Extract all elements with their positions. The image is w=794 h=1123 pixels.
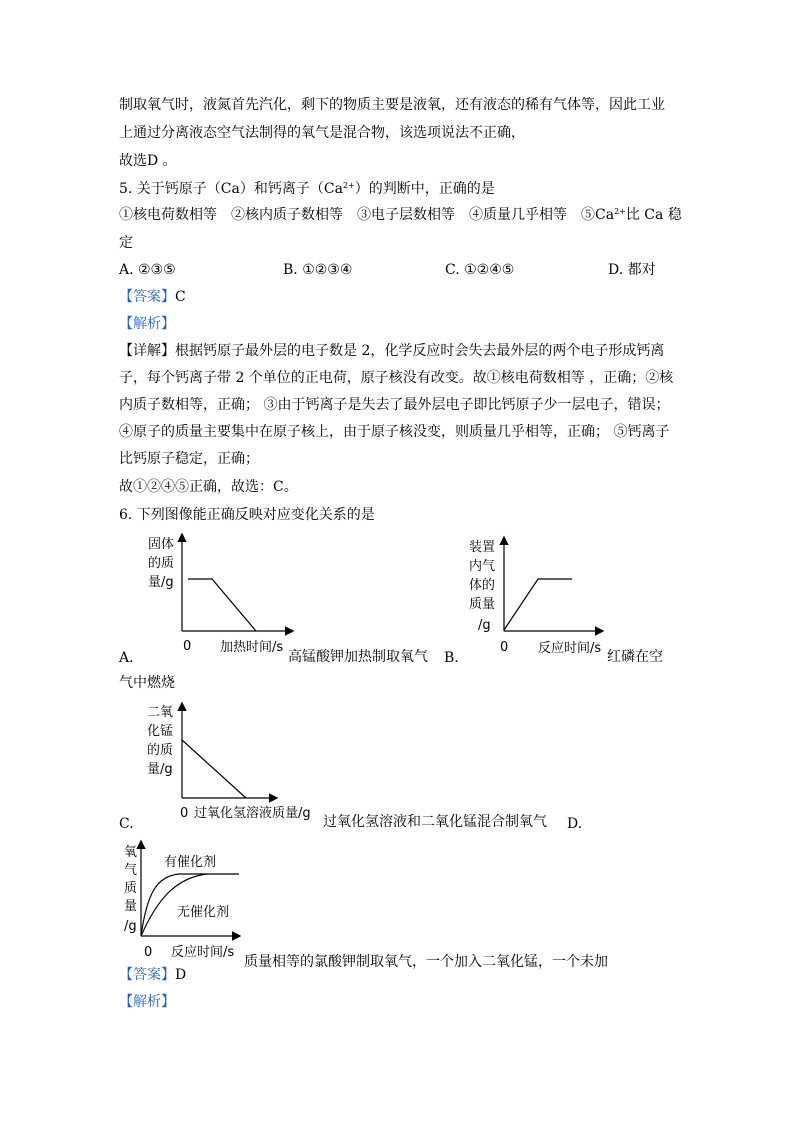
detail-label: 【详解】	[119, 343, 175, 359]
q5-detail-line-2: 子，每个钙离子带 2 个单位的正电荷，原子核没有改变。故①核电荷数相等 ，正确；②核	[119, 370, 674, 386]
graph-c-ylabel-3: 的质	[147, 743, 174, 758]
graph-a-curve	[188, 579, 256, 631]
q6-analysis-label: 【解析】	[119, 994, 175, 1010]
graph-d-ylabel-1: 氧	[124, 845, 138, 860]
graph-a	[140, 530, 300, 655]
q5-detail-line-6: 故①②④⑤正确，故选：C。	[119, 479, 298, 495]
graph-b-letter: B.	[444, 650, 459, 666]
q5-statements	[119, 206, 682, 224]
q5-stem-a: 5. 关于钙原子（Ca）和钙离子（Ca	[119, 181, 343, 197]
graph-c	[142, 700, 342, 825]
q5-statements-cont: 定	[119, 235, 133, 251]
graph-d-curve1-label: 有催化剂	[164, 855, 217, 870]
q5-detail-line-5: 比钙原子稳定，正确；	[119, 451, 259, 467]
graph-c-caption: 过氧化氢溶液和二氧化锰混合制氧气	[323, 814, 547, 830]
q5-option-a: A. ②③⑤	[119, 262, 176, 278]
graph-a-xlabel: 加热时间/s	[220, 640, 284, 655]
prev-text-line-2: 上通过分离液态空气法制得的氧气是混合物，该选项说法不正确，	[119, 125, 525, 141]
graph-d-xlabel: 反应时间/s	[171, 945, 235, 960]
detail-text: 根据钙原子最外层的电子数是 2，化学反应时会失去最外层的两个电子形成钙离	[175, 343, 665, 359]
answer-value: C	[175, 289, 186, 305]
q5-detail-line-4: ④原子的质量主要集中在原子核上，由于原子核没变，则质量几乎相等，正确； ⑤钙离子	[119, 424, 670, 440]
graph-a-caption: 高锰酸钾加热制取氧气	[288, 649, 428, 665]
graph-d	[119, 838, 249, 966]
q5-option-b: B. ①②③④	[283, 262, 353, 278]
q5-stem-charge: 2+	[342, 181, 355, 190]
prev-conclusion: 故选D 。	[119, 153, 177, 169]
q5-option-c: C. ①②④⑤	[445, 262, 515, 278]
graph-b-caption-2: 气中燃烧	[119, 675, 175, 691]
q5-detail-line-3: 内质子数相等，正确； ③由于钙离子是失去了最外层电子即比钙原子少一层电子，错误；	[119, 397, 670, 413]
graph-c-ylabel-1: 二氧	[147, 705, 174, 720]
graph-d-letter: D.	[567, 816, 583, 832]
graph-c-ylabel-2: 化锰	[147, 724, 174, 739]
graph-b-ylabel-3: 体的	[469, 578, 496, 593]
graph-b	[466, 534, 616, 659]
q5-analysis-label: 【解析】	[119, 316, 175, 332]
graph-a-ylabel-2: 的质	[148, 556, 175, 571]
graph-b-ylabel-2: 内气	[469, 559, 496, 574]
q5-stem	[119, 180, 495, 198]
graph-c-curve	[182, 740, 246, 798]
graph-d-origin: 0	[144, 945, 153, 960]
q5-stem-b: ）的判断中，正确的是	[354, 181, 495, 197]
q5-answer	[119, 288, 186, 306]
graph-c-xlabel: 过氧化氢溶液质量/g	[194, 806, 311, 821]
graph-b-ylabel-4: 质量	[469, 597, 496, 612]
graph-d-ylabel-5: /g	[124, 919, 137, 934]
graph-c-ylabel-4: 量/g	[147, 762, 173, 777]
answer-label: 【答案】	[119, 289, 175, 305]
graph-b-curve	[504, 579, 572, 630]
graph-b-xlabel: 反应时间/s	[538, 641, 602, 656]
graph-b-ylabel-1: 装置	[469, 540, 496, 555]
graph-d-caption: 质量相等的氯酸钾制取氧气，一个加入二氧化锰，一个未加	[244, 954, 608, 970]
q6-answer	[119, 966, 186, 984]
graph-c-letter: C.	[119, 816, 134, 832]
graph-d-curve2-label: 无催化剂	[177, 905, 230, 920]
prev-text-line-1: 制取氧气时，液氮首先汽化，剩下的物质主要是液氧，还有液态的稀有气体等，因此工业	[119, 97, 665, 113]
graph-b-origin: 0	[500, 640, 509, 655]
graph-b-caption-1: 红磷在空	[607, 649, 663, 665]
graph-d-ylabel-2: 气	[124, 863, 138, 878]
graph-a-letter: A.	[119, 650, 134, 666]
q5-statements-charge: 2+	[614, 207, 626, 216]
graph-d-ylabel-4: 量	[124, 899, 138, 914]
q5-statements-b: 比 Ca 稳	[625, 207, 682, 223]
graph-d-ylabel-3: 质	[124, 881, 138, 896]
answer-value: D	[175, 967, 187, 983]
q6-stem: 6. 下列图像能正确反映对应变化关系的是	[119, 507, 375, 523]
q5-statements-a: ①核电荷数相等 ②核内质子数相等 ③电子层数相等 ④质量几乎相等 ⑤Ca	[119, 207, 615, 223]
q5-detail-line-1	[119, 342, 664, 360]
graph-b-ylabel-5: /g	[478, 618, 491, 633]
graph-a-origin: 0	[183, 639, 192, 654]
graph-a-ylabel-1: 固体	[148, 537, 175, 552]
graph-a-ylabel-3: 量/g	[148, 575, 174, 590]
q5-option-d: D. 都对	[608, 262, 656, 278]
answer-label: 【答案】	[119, 967, 175, 983]
graph-c-origin: 0	[180, 806, 189, 821]
